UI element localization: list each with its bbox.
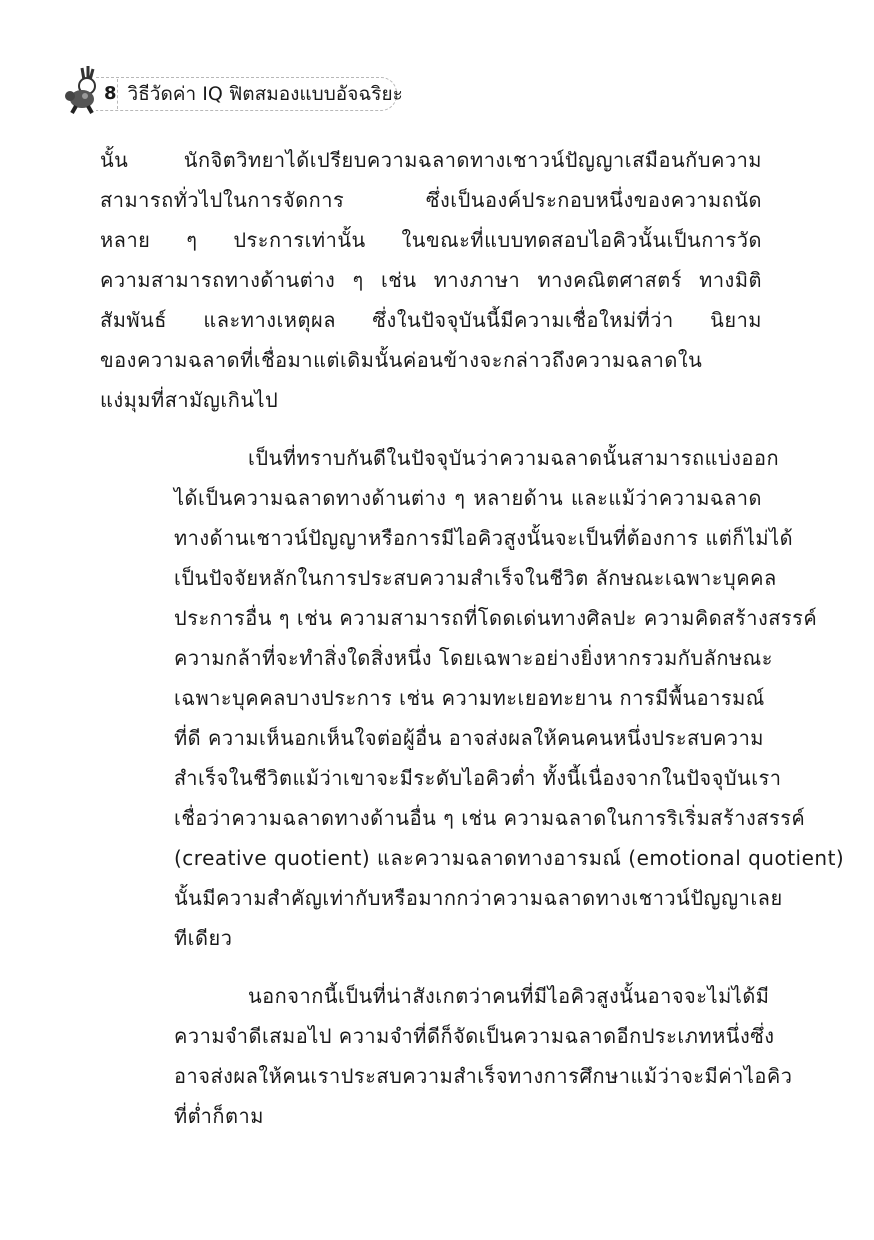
text-line: นอกจากนี้เป็นที่น่าสังเกตว่าคนที่มีไอคิวสูงนั้นอาจจะไม่ได้มี xyxy=(248,984,770,1008)
text-line: สำเร็จในชีวิตแม้ว่าเขาจะมีระดับไอคิวต่ำ ทั้งนี้เนื่องจากในปัจจุบันเรา xyxy=(174,766,782,790)
text-line: สามารถทั่วไปในการจัดการ ซึ่งเป็นองค์ประกอบหนึ่งของความถนัด xyxy=(100,188,762,212)
text-line: ความสามารถทางด้านต่าง ๆ เช่น ทางภาษา ทางคณิตศาสตร์ ทางมิติ xyxy=(100,268,762,292)
paragraph xyxy=(100,438,845,958)
body-text xyxy=(100,140,845,1154)
text-line: อาจส่งผลให้คนเราประสบความสำเร็จทางการศึกษาแม้ว่าจะมีค่าไอคิว xyxy=(174,1064,793,1088)
text-line: ความจำดีเสมอไป ความจำที่ดีก็จัดเป็นความฉลาดอีกประเภทหนึ่งซึ่ง xyxy=(174,1024,775,1048)
text-line: ได้เป็นความฉลาดทางด้านต่าง ๆ หลายด้าน และแม้ว่าความฉลาด xyxy=(174,486,762,510)
text-line: ทีเดียว xyxy=(174,926,233,950)
text-line: ความกล้าที่จะทำสิ่งใดสิ่งหนึ่ง โดยเฉพาะอย่างยิ่งหากรวมกับลักษณะ xyxy=(174,646,773,670)
page-number: 8 xyxy=(104,79,118,109)
text-line: นั้น นักจิตวิทยาได้เปรียบความฉลาดทางเชาวน์ปัญญาเสมือนกับความ xyxy=(100,148,762,172)
text-line: หลาย ๆ ประการเท่านั้น ในขณะที่แบบทดสอบไอคิวนั้นเป็นการวัด xyxy=(100,228,762,252)
text-line: เชื่อว่าความฉลาดทางด้านอื่น ๆ เช่น ความฉลาดในการริเริ่มสร้างสรรค์ xyxy=(174,806,806,830)
text-line: สัมพันธ์ และทางเหตุผล ซึ่งในปัจจุบันนี้มีความเชื่อใหม่ที่ว่า นิยาม xyxy=(100,308,762,332)
text-line: ที่ดี ความเห็นอกเห็นใจต่อผู้อื่น อาจส่งผลให้คนคนหนึ่งประสบความ xyxy=(174,726,764,750)
paragraph xyxy=(100,140,762,420)
text-line: ทางด้านเชาวน์ปัญญาหรือการมีไอคิวสูงนั้นจะเป็นที่ต้องการ แต่ก็ไม่ได้ xyxy=(174,526,794,550)
text-line: ของความฉลาดที่เชื่อมาแต่เดิมนั้นค่อนข้างจะกล่าวถึงความฉลาดใน xyxy=(100,348,703,372)
text-line: นั้นมีความสำคัญเท่ากับหรือมากกว่าความฉลาดทางเชาวน์ปัญญาเลย xyxy=(174,886,783,910)
text-line: แง่มุมที่สามัญเกินไป xyxy=(100,388,279,412)
book-title: วิธีวัดค่า IQ ฟิตสมองแบบอัจฉริยะ xyxy=(127,83,403,105)
paragraph xyxy=(100,976,793,1136)
text-line: เป็นปัจจัยหลักในการประสบความสำเร็จในชีวิต ลักษณะเฉพาะบุคคล xyxy=(174,566,777,590)
text-line: เป็นที่ทราบกันดีในปัจจุบันว่าความฉลาดนั้นสามารถแบ่งออก xyxy=(248,446,780,470)
text-line: (creative quotient) และความฉลาดทางอารมณ์ (emotional quotient) xyxy=(174,846,845,870)
text-line: ประการอื่น ๆ เช่น ความสามารถที่โดดเด่นทางศิลปะ ความคิดสร้างสรรค์ xyxy=(174,606,818,630)
header-banner xyxy=(96,77,403,111)
running-header xyxy=(60,66,403,116)
text-line: ที่ต่ำก็ตาม xyxy=(174,1104,264,1128)
text-line: เฉพาะบุคคลบางประการ เช่น ความทะเยอทะยาน การมีพื้นอารมณ์ xyxy=(174,686,765,710)
